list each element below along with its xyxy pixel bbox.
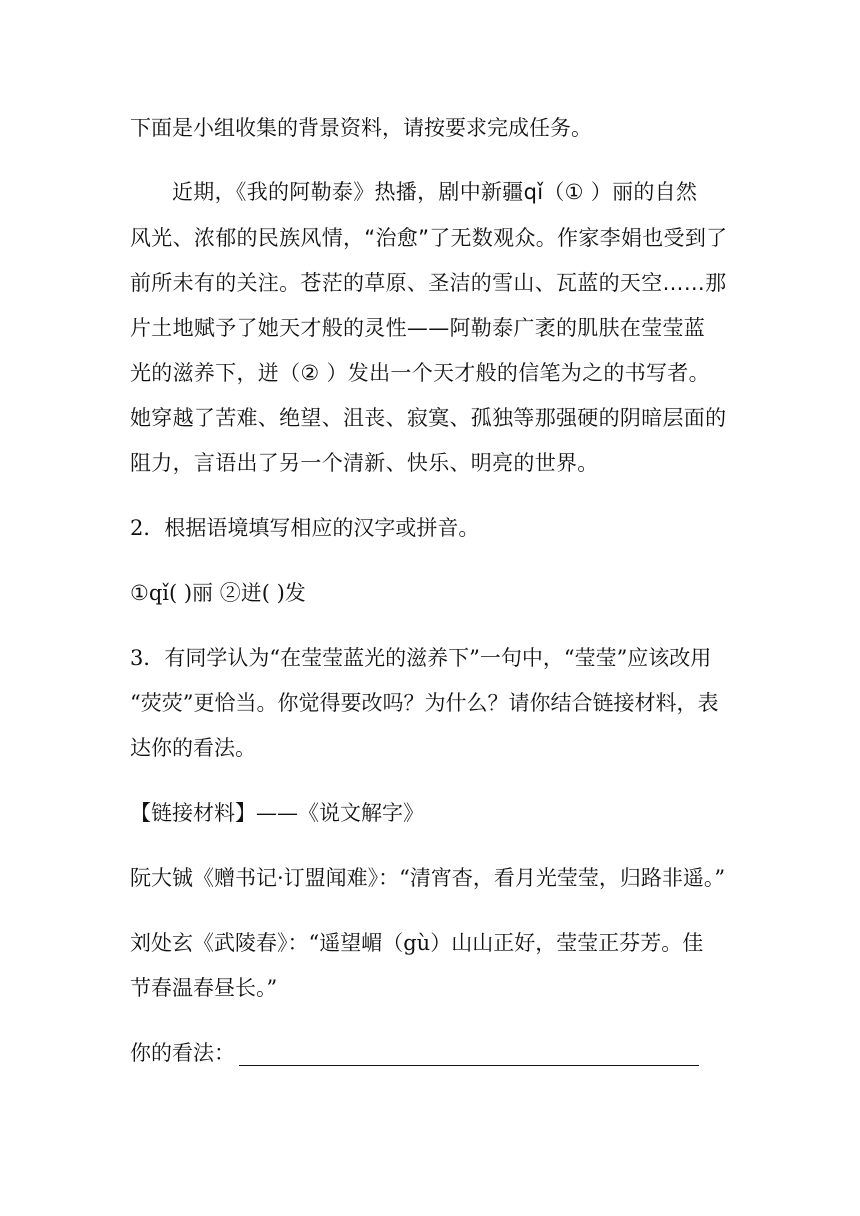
passage-line: 风光、浓郁的民族风情，“治愈”了无数观众。作家李娟也受到了: [130, 226, 728, 250]
passage-line: 近期，《我的阿勒泰》热播，剧中新疆qǐ（① ）丽的自然: [172, 180, 698, 204]
passage-line: 她穿越了苦难、绝望、沮丧、寂寞、孤独等那强硬的阴暗层面的: [130, 406, 727, 430]
answer-row: [130, 1038, 735, 1068]
question-2-prompt: 2．根据语境填写相应的汉字或拼音。: [130, 516, 480, 540]
material-quote-2-line: 刘处玄《武陵春》：“遥望嵋（gù）山山正好，莹莹正芬芳。佳: [130, 931, 704, 955]
question-2-blanks: ①qǐ( )丽 ②迸( )发: [130, 581, 306, 605]
passage-line: 前所未有的关注。苍茫的草原、圣洁的雪山、瓦蓝的天空……那: [130, 271, 727, 295]
answer-blank-line[interactable]: [239, 1043, 699, 1066]
intro-text: 下面是小组收集的背景资料，请按要求完成任务。: [130, 116, 592, 140]
question-3-line: “荧荧”更恰当。你觉得要改吗？为什么？请你结合链接材料，表: [130, 691, 719, 715]
question-3-line: 3．有同学认为“在莹莹蓝光的滋养下”一句中，“莹莹”应该改用: [130, 646, 712, 670]
material-heading: 【链接材料】——《说文解字》: [130, 801, 424, 825]
material-quote-2-line: 节春温春昼长。”: [130, 976, 278, 1000]
passage-line: 片土地赋予了她天才般的灵性——阿勒泰广袤的肌肤在莹莹蓝: [130, 316, 706, 340]
material-quote-1: 阮大铖《赠书记·订盟闻难》：“清宵杳，看月光莹莹，归路非遥。”: [130, 866, 726, 890]
passage-line: 阻力，言语出了另一个清新、快乐、明亮的世界。: [130, 451, 599, 475]
question-3-line: 达你的看法。: [130, 736, 256, 760]
passage-line: 光的滋养下，迸（② ）发出一个天才般的信笔为之的书写者。: [130, 361, 710, 385]
answer-label: 你的看法：: [130, 1041, 235, 1065]
